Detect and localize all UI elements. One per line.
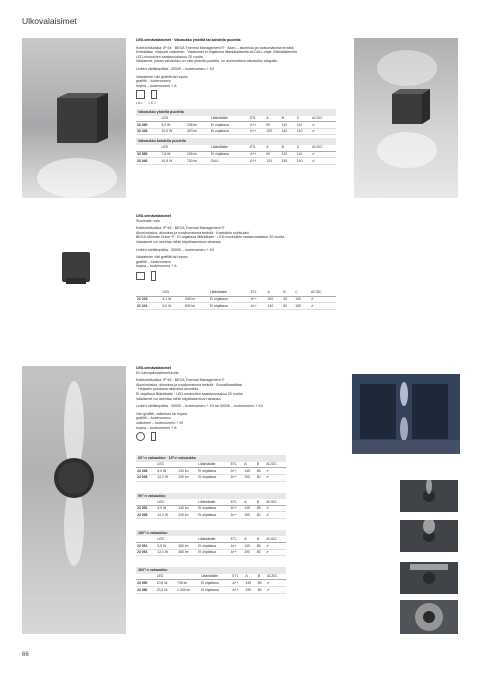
dimension-icon <box>151 90 157 99</box>
beam-photo-360 <box>400 600 458 634</box>
spec-line: Valaisimet, joissa valoaukko on vain yhdellä puolella, on asennettava valoaukko alaspäin. <box>136 59 279 64</box>
dimension-label: • C • <box>148 101 156 106</box>
product-code: 22 224 <box>136 303 161 310</box>
section-subheading: Suunnattu valo <box>136 218 160 223</box>
spec-line: Valaisimen väri grafiitti tai hopea <box>136 74 188 79</box>
cell: ✔ <box>311 158 336 165</box>
table-row <box>136 549 286 556</box>
cell: 80 <box>256 549 266 556</box>
col-header: LED <box>156 462 177 468</box>
table-row <box>136 128 336 135</box>
col-header: Liitäntälaite <box>209 290 250 296</box>
cell: ✔ <box>265 505 286 512</box>
cell: 6,9 W <box>156 543 177 550</box>
cell: Ei ohjattava <box>210 128 249 135</box>
cell: ✔ <box>311 122 336 129</box>
col-header: ETL <box>230 499 244 505</box>
cell: 80 <box>256 512 266 519</box>
spec-line: Alumiinivalua, alumiinia ja ruostumatonta terästä · Borosilikaattilasi <box>136 382 243 387</box>
product-code: 24 054 <box>136 549 156 556</box>
dimension-symbols <box>136 90 336 99</box>
cell: Ei ohjattava <box>197 543 229 550</box>
cell: A++ <box>230 474 244 481</box>
col-header: B <box>256 499 266 505</box>
table-title: 360°:n valoaukko <box>136 567 286 574</box>
cell: 140 lm <box>177 505 197 512</box>
spec-line: Väri grafiitti, valkoinen tai hopea <box>136 411 187 416</box>
cell: 60 <box>282 296 294 303</box>
col-header: C <box>294 290 310 296</box>
cell: 110 <box>296 151 311 158</box>
cell: 80 <box>256 474 266 481</box>
cell: 7,8 W <box>161 151 186 158</box>
col-header: A <box>243 462 256 468</box>
cell: A++ <box>231 587 244 594</box>
cell: 140 <box>296 128 311 135</box>
cell: 10,0 W <box>161 128 186 135</box>
spec-line: Alumiinivalua, alumiinia ja ruostumatonta terästä · Kartiolisto suihkulasi <box>136 230 249 235</box>
col-header: LED <box>156 499 177 505</box>
table-row <box>136 303 336 310</box>
product-table <box>136 116 336 136</box>
cell: 190 <box>244 587 256 594</box>
cell: 90 <box>265 151 280 158</box>
cell: 130 <box>294 296 310 303</box>
cell: DALI <box>210 158 249 165</box>
cell: ✔ <box>265 468 286 475</box>
col-header: Liitäntälaite <box>200 574 231 580</box>
cell: 530 lm <box>184 303 209 310</box>
cell: Ei ohjattava <box>200 587 231 594</box>
table-row <box>136 158 336 165</box>
cell: A++ <box>230 512 244 519</box>
col-header: Liitäntälaite <box>210 145 249 151</box>
cell: ✔ <box>265 474 286 481</box>
spec-line: LED-moduulien saatavuustakuu 20 vuotta <box>136 54 203 59</box>
spec-line: Kristallilasi, elalpuoli valkoinen · Valaisimet ei ohjattavia liitäntälaitteella tai DALI-ohjat. liitäntälaitteella <box>136 50 297 55</box>
cell: Ei ohjattava <box>210 151 249 158</box>
beam-photo-180 <box>400 562 458 594</box>
product-code: 24 048 <box>136 474 156 481</box>
spec-line: valkoinen – tuotenumero + W <box>136 420 183 425</box>
product-code: 24 046 <box>136 468 156 475</box>
cell: Ei ohjattava <box>200 580 231 587</box>
col-header: B <box>282 290 294 296</box>
dimension-icon <box>136 90 145 99</box>
col-header: ETL <box>250 290 267 296</box>
cell: 145 <box>244 580 256 587</box>
table-row <box>136 505 286 512</box>
spec-line: hopea – tuotenumero + A <box>136 83 177 88</box>
cell: 145 <box>243 543 256 550</box>
section-subheading: Eri valonjakovaihtoehdoilla <box>136 370 179 375</box>
cell: 4,1 W <box>161 296 183 303</box>
cell: 235 lm <box>186 151 210 158</box>
spec-line: Kotelointiluokka: IP 65 · BEGA Thermal Management ® <box>136 226 225 231</box>
spec-line: Kotelointiluokka: IP 65 · BEGA Thermal Management ® <box>136 378 225 383</box>
product-table <box>136 290 336 310</box>
dimension-icon <box>151 432 156 441</box>
cell: 045 lm <box>184 296 209 303</box>
cell: 145 <box>243 505 256 512</box>
cell: 100 <box>267 296 283 303</box>
col-header: Liitäntälaite <box>210 116 249 122</box>
col-header: B <box>281 145 296 151</box>
cell: 120 <box>265 158 280 165</box>
spec-line: Valaisimet voi asentaa mihin käyttöasentoon tahansa. <box>136 396 222 401</box>
cell: Ei ohjattava <box>197 474 229 481</box>
cell: A++ <box>249 122 265 129</box>
table-row <box>136 122 336 129</box>
cell: 700 lm <box>186 158 210 165</box>
col-header: A <box>244 574 256 580</box>
col-header: ETL <box>230 536 244 542</box>
cell: ✔ <box>311 151 336 158</box>
cell: 130 lm <box>177 468 197 475</box>
product-code: 33 046 <box>136 158 161 165</box>
cell: A++ <box>230 549 244 556</box>
cell: ✔ <box>266 580 286 587</box>
col-header: LED <box>161 145 186 151</box>
cell: 16,8 W <box>161 158 186 165</box>
beam-photo-60 <box>400 480 458 512</box>
cell: 85 <box>256 543 266 550</box>
section-round-lamps <box>136 366 336 594</box>
col-header: AC/DC <box>311 145 336 151</box>
cell: 90 <box>265 122 280 129</box>
col-header: AC/DC <box>310 290 336 296</box>
cell: 80 <box>257 587 266 594</box>
section-heading: LED-seinävalaisimet <box>136 214 171 218</box>
table-title: Valoaukko kahdella puolella <box>136 138 336 145</box>
spec-line: grafiitti – tuotenumero <box>136 79 171 84</box>
cell: 12,0 W <box>156 474 177 481</box>
dimension-label: • A • <box>136 101 143 106</box>
spec-line: BEGA Ultimate Driver ® · Ei ohjattava liitäntälaite · LED-moduulien saatavuustakuu 20 vuotta <box>136 235 285 240</box>
table-title: 60°:n valoaukko · 15°:n valoaukko <box>136 455 286 462</box>
page-number: 66 <box>22 652 29 658</box>
cell: 235 lm <box>186 122 210 129</box>
cell: 190 <box>243 474 256 481</box>
cell: 5,0 W <box>161 303 183 310</box>
product-code: 33 448 <box>136 128 161 135</box>
cell: 120 <box>265 128 280 135</box>
spec-line: hopea – tuotenumero + A <box>136 264 177 269</box>
col-header: Liitäntälaite <box>197 536 229 542</box>
cell: 85 <box>256 505 266 512</box>
table-row <box>136 296 336 303</box>
table-row <box>136 543 286 550</box>
table-title: 180°:n valoaukko <box>136 530 286 537</box>
cell: A++ <box>249 158 265 165</box>
cell: ✔ <box>310 303 336 310</box>
col-header: A <box>265 116 280 122</box>
cell: Ei ohjattava <box>197 549 229 556</box>
cell: 12,0 W <box>156 549 177 556</box>
product-photo-cube-lamp-side <box>354 38 458 198</box>
cell: 23,3 W <box>156 587 176 594</box>
cell: Ei ohjattava <box>209 303 250 310</box>
product-code: 24 052 <box>136 505 156 512</box>
spec-line: hopea – tuotenumero + A <box>136 425 177 430</box>
cell: ✔ <box>310 296 336 303</box>
product-photo-directional-lamp <box>22 214 126 350</box>
section-heading: LED-seinävalaisimet <box>136 366 171 370</box>
cell: 85 <box>257 580 266 587</box>
col-header: AC/DC <box>265 499 286 505</box>
cell: A++ <box>250 303 267 310</box>
col-header: LED <box>161 116 186 122</box>
col-header: C <box>296 116 311 122</box>
cell: ✔ <box>311 128 336 135</box>
col-header: A <box>243 499 256 505</box>
table-title: 90°:n valoaukko <box>136 493 286 500</box>
cell: A++ <box>230 468 244 475</box>
table-row <box>136 512 286 519</box>
col-header: AC/DC <box>265 536 286 542</box>
cell: 420 lm <box>186 128 210 135</box>
dimension-icon <box>136 272 145 280</box>
product-table <box>136 145 336 165</box>
cell: ✔ <box>265 512 286 519</box>
photo-building-night <box>352 374 460 454</box>
dimension-symbols <box>136 271 336 281</box>
col-header: AC/DC <box>311 116 336 122</box>
spec-line: Valaisimet voi asentaa mihin käyttöasentoon tahansa. <box>136 239 222 244</box>
cell: 190 <box>243 512 256 519</box>
col-header: B <box>256 536 266 542</box>
section-directional-lamps <box>136 214 336 310</box>
col-header: B <box>257 574 266 580</box>
cell: 6,9 W <box>156 468 177 475</box>
cell: Ei ohjattava <box>197 505 229 512</box>
spec-line: grafiitti – tuotenumero <box>136 259 171 264</box>
cell: Ei ohjattava <box>197 512 229 519</box>
table-title: Valoaukko yhdellä puolella <box>136 109 336 116</box>
col-header: B <box>281 116 296 122</box>
cell: 185 <box>294 303 310 310</box>
col-header: ETL <box>230 462 244 468</box>
cell: 6,9 W <box>156 505 177 512</box>
product-table <box>136 574 286 594</box>
dimension-icon <box>136 432 145 441</box>
table-row <box>136 468 286 475</box>
cell: 110 <box>296 122 311 129</box>
spec-line: Ledien värilämpötila : 3000K – tuotenumero + K3 tai 4000K – tuotenumero + K4 <box>136 404 263 409</box>
cell: 140 <box>267 303 283 310</box>
cell: 155 <box>281 158 296 165</box>
spec-line: Ei ohjattava liitäntälaite · LED-moduulien saatavuustakuu 20 vuotta <box>136 391 243 396</box>
spec-line: · Heijastin puhdasta alokoitua alumiinia <box>136 387 199 392</box>
cell: A++ <box>249 151 265 158</box>
spec-line: Kotelointiluokka: IP 64 · BEGA Thermal Management ® · Alum.-, alumiinia ja ruostumatonta terästä <box>136 45 294 50</box>
col-header: B <box>256 462 266 468</box>
dimension-icon <box>151 271 156 281</box>
cell: 140 <box>281 128 296 135</box>
cell: 240 lm <box>177 512 197 519</box>
section-cube-lamps <box>136 38 336 165</box>
col-header: A <box>267 290 283 296</box>
page-title: Ulkovalaisimet <box>22 16 77 26</box>
cell: A++ <box>231 580 244 587</box>
product-table <box>136 499 286 519</box>
cell: 280 lm <box>177 543 197 550</box>
cell: 190 <box>243 549 256 556</box>
cell: 145 <box>243 468 256 475</box>
cell: A++ <box>249 128 265 135</box>
product-code: 24 051 <box>136 543 156 550</box>
cell: 1 345 lm <box>176 587 200 594</box>
col-header: C <box>296 145 311 151</box>
col-header: ETL <box>249 116 265 122</box>
cell: Ei ohjattava <box>210 122 249 129</box>
col-header: LED <box>156 574 176 580</box>
cell: ✔ <box>265 549 286 556</box>
product-table <box>136 462 286 482</box>
table-row <box>136 580 286 587</box>
product-photo-cube-lamp <box>22 38 126 198</box>
product-table <box>136 536 286 556</box>
cell: 110 <box>281 122 296 129</box>
col-header: A <box>243 536 256 542</box>
spec-line: Valaisimen väri grafiitti tai hopea <box>136 255 188 260</box>
spec-line: grafiitti – tuotenumero <box>136 416 171 421</box>
col-header: LED <box>161 290 183 296</box>
col-header: ETL <box>231 574 244 580</box>
product-code: 33 490 <box>136 122 161 129</box>
cell: 230 lm <box>177 474 197 481</box>
product-code: 24 050 <box>136 580 156 587</box>
cell: ✔ <box>265 543 286 550</box>
cell: A++ <box>250 296 267 303</box>
beam-photo-90 <box>400 520 458 552</box>
cell: Ei ohjattava <box>197 468 229 475</box>
product-photo-round-lamp <box>22 366 126 634</box>
col-header: ETL <box>249 145 265 151</box>
product-code: 24 058 <box>136 512 156 519</box>
cube-lamp-illustration <box>22 38 126 198</box>
product-code: 33 585 <box>136 151 161 158</box>
table-row <box>136 474 286 481</box>
table-row <box>136 587 286 594</box>
section-heading: LED-seinävalaisimet · Valoaukko yhdellä tai kahdella puolella <box>136 38 241 42</box>
cell: 10,8 W <box>156 580 176 587</box>
spec-line: Ledien värilämpötila : 3000K – tuotenumero + K3 <box>136 247 215 252</box>
dimension-symbols <box>136 432 336 441</box>
spec-line: Ledien värilämpötila : 3000K – tuotenumero + K3 <box>136 66 215 71</box>
cell: 735 lm <box>176 580 200 587</box>
cell: 80 <box>282 303 294 310</box>
col-header: AC/DC <box>266 574 286 580</box>
table-row <box>136 151 336 158</box>
cell: 5,0 W <box>161 122 186 129</box>
col-header: Liitäntälaite <box>197 462 229 468</box>
cell: Ei ohjattava <box>209 296 250 303</box>
cell: 120 <box>281 151 296 158</box>
dimension-labels <box>136 101 336 106</box>
cell: 85 <box>256 468 266 475</box>
col-header: LED <box>156 536 177 542</box>
cell: A++ <box>230 505 244 512</box>
cell: 12,0 W <box>156 512 177 519</box>
cell: 465 lm <box>177 549 197 556</box>
col-header: Liitäntälaite <box>197 499 229 505</box>
product-code: 22 223 <box>136 296 161 303</box>
cell: ✔ <box>266 587 286 594</box>
col-header: AC/DC <box>265 462 286 468</box>
cell: A++ <box>230 543 244 550</box>
product-code: 24 080 <box>136 587 156 594</box>
cell: 140 <box>296 158 311 165</box>
col-header: A <box>265 145 280 151</box>
